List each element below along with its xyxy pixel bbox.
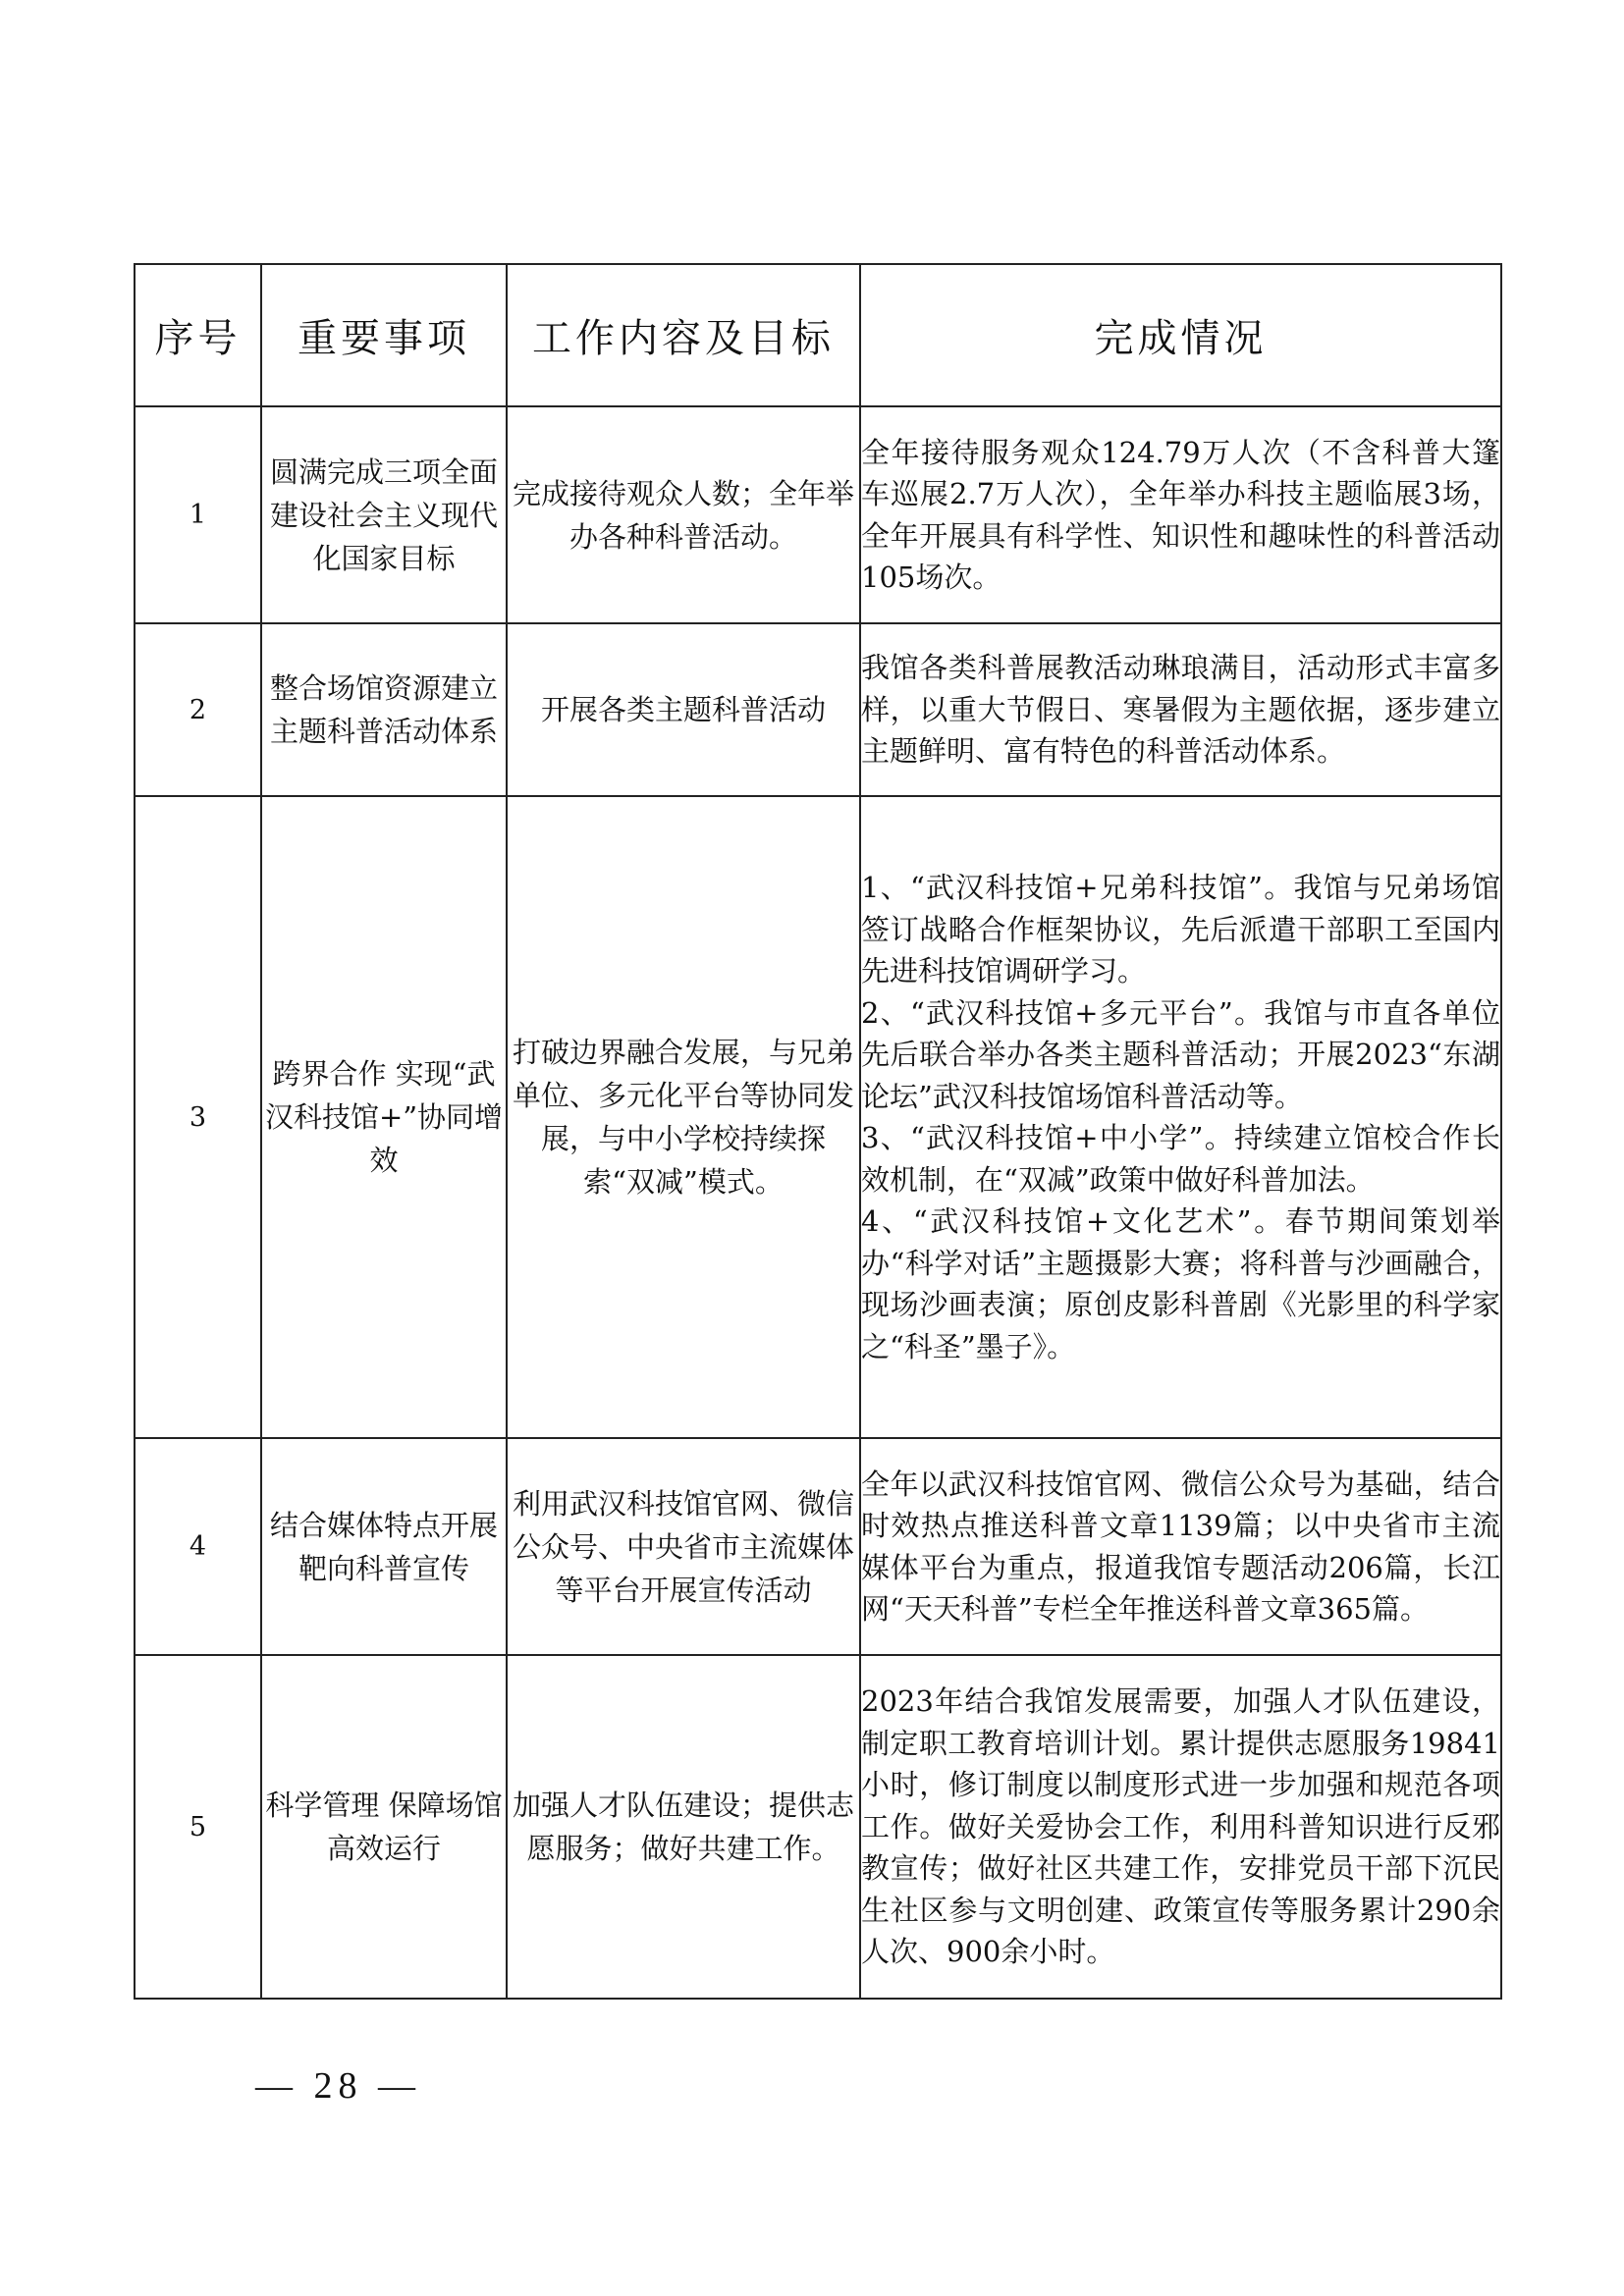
table-row bbox=[135, 796, 1501, 1438]
header-result: 完成情况 bbox=[860, 264, 1501, 406]
result-paragraph: 全年接待服务观众124.79万人次（不含科普大篷车巡展2.7万人次），全年举办科技主题临展3场，全年开展具有科学性、知识性和趣味性的科普活动105场次。 bbox=[861, 435, 1500, 594]
row-number: 1 bbox=[135, 406, 261, 623]
header-item: 重要事项 bbox=[261, 264, 507, 406]
table-row bbox=[135, 1655, 1501, 1999]
table-row bbox=[135, 1438, 1501, 1655]
row-result bbox=[860, 406, 1501, 623]
table-header-row bbox=[135, 264, 1501, 406]
row-goal: 利用武汉科技馆官网、微信公众号、中央省市主流媒体等平台开展宣传活动 bbox=[507, 1438, 860, 1655]
row-item: 跨界合作 实现“武汉科技馆+”协同增效 bbox=[261, 796, 507, 1438]
header-goal: 工作内容及目标 bbox=[507, 264, 860, 406]
row-result bbox=[860, 1438, 1501, 1655]
table-row bbox=[135, 406, 1501, 623]
work-summary-table bbox=[134, 263, 1502, 2000]
row-number: 2 bbox=[135, 623, 261, 796]
result-paragraph: 1、“武汉科技馆+兄弟科技馆”。我馆与兄弟场馆签订战略合作框架协议，先后派遣干部职工至国内先进科技馆调研学习。 bbox=[861, 871, 1500, 988]
row-result bbox=[860, 796, 1501, 1438]
result-paragraph: 全年以武汉科技馆官网、微信公众号为基础，结合时效热点推送科普文章1139篇；以中央省市主流媒体平台为重点，报道我馆专题活动206篇，长江网“天天科普”专栏全年推送科普文章365篇。 bbox=[861, 1467, 1500, 1626]
row-item: 整合场馆资源建立主题科普活动体系 bbox=[261, 623, 507, 796]
result-paragraph: 4、“武汉科技馆+文化艺术”。春节期间策划举办“科学对话”主题摄影大赛；将科普与沙画融合，现场沙画表演；原创皮影科普剧《光影里的科学家之“科圣”墨子》。 bbox=[861, 1204, 1500, 1363]
row-item: 结合媒体特点开展靶向科普宣传 bbox=[261, 1438, 507, 1655]
row-number: 4 bbox=[135, 1438, 261, 1655]
row-goal: 开展各类主题科普活动 bbox=[507, 623, 860, 796]
table-row bbox=[135, 623, 1501, 796]
header-number: 序号 bbox=[135, 264, 261, 406]
result-paragraph: 2023年结合我馆发展需要，加强人才队伍建设，制定职工教育培训计划。累计提供志愿服务19841小时，修订制度以制度形式进一步加强和规范各项工作。做好关爱协会工作，利用科普知识进行反邪教宣传；做好社区共建工作，安排党员干部下沉民生社区参与文明创建、政策宣传等服务累计290余人次、900余小时。 bbox=[861, 1684, 1500, 1969]
row-item: 圆满完成三项全面建设社会主义现代化国家目标 bbox=[261, 406, 507, 623]
row-goal: 完成接待观众人数；全年举办各种科普活动。 bbox=[507, 406, 860, 623]
result-paragraph: 3、“武汉科技馆+中小学”。持续建立馆校合作长效机制，在“双减”政策中做好科普加法。 bbox=[861, 1121, 1500, 1197]
result-paragraph: 我馆各类科普展教活动琳琅满目，活动形式丰富多样，以重大节假日、寒暑假为主题依据，逐步建立主题鲜明、富有特色的科普活动体系。 bbox=[861, 651, 1500, 769]
row-result bbox=[860, 1655, 1501, 1999]
row-item: 科学管理 保障场馆高效运行 bbox=[261, 1655, 507, 1999]
row-number: 3 bbox=[135, 796, 261, 1438]
row-number: 5 bbox=[135, 1655, 261, 1999]
row-goal: 打破边界融合发展，与兄弟单位、多元化平台等协同发展，与中小学校持续探索“双减”模式。 bbox=[507, 796, 860, 1438]
row-goal: 加强人才队伍建设；提供志愿服务；做好共建工作。 bbox=[507, 1655, 860, 1999]
row-result bbox=[860, 623, 1501, 796]
result-paragraph: 2、“武汉科技馆+多元平台”。我馆与市直各单位先后联合举办各类主题科普活动；开展2023“东湖论坛”武汉科技馆场馆科普活动等。 bbox=[861, 995, 1500, 1113]
page-number: — 28 — bbox=[255, 2065, 421, 2107]
